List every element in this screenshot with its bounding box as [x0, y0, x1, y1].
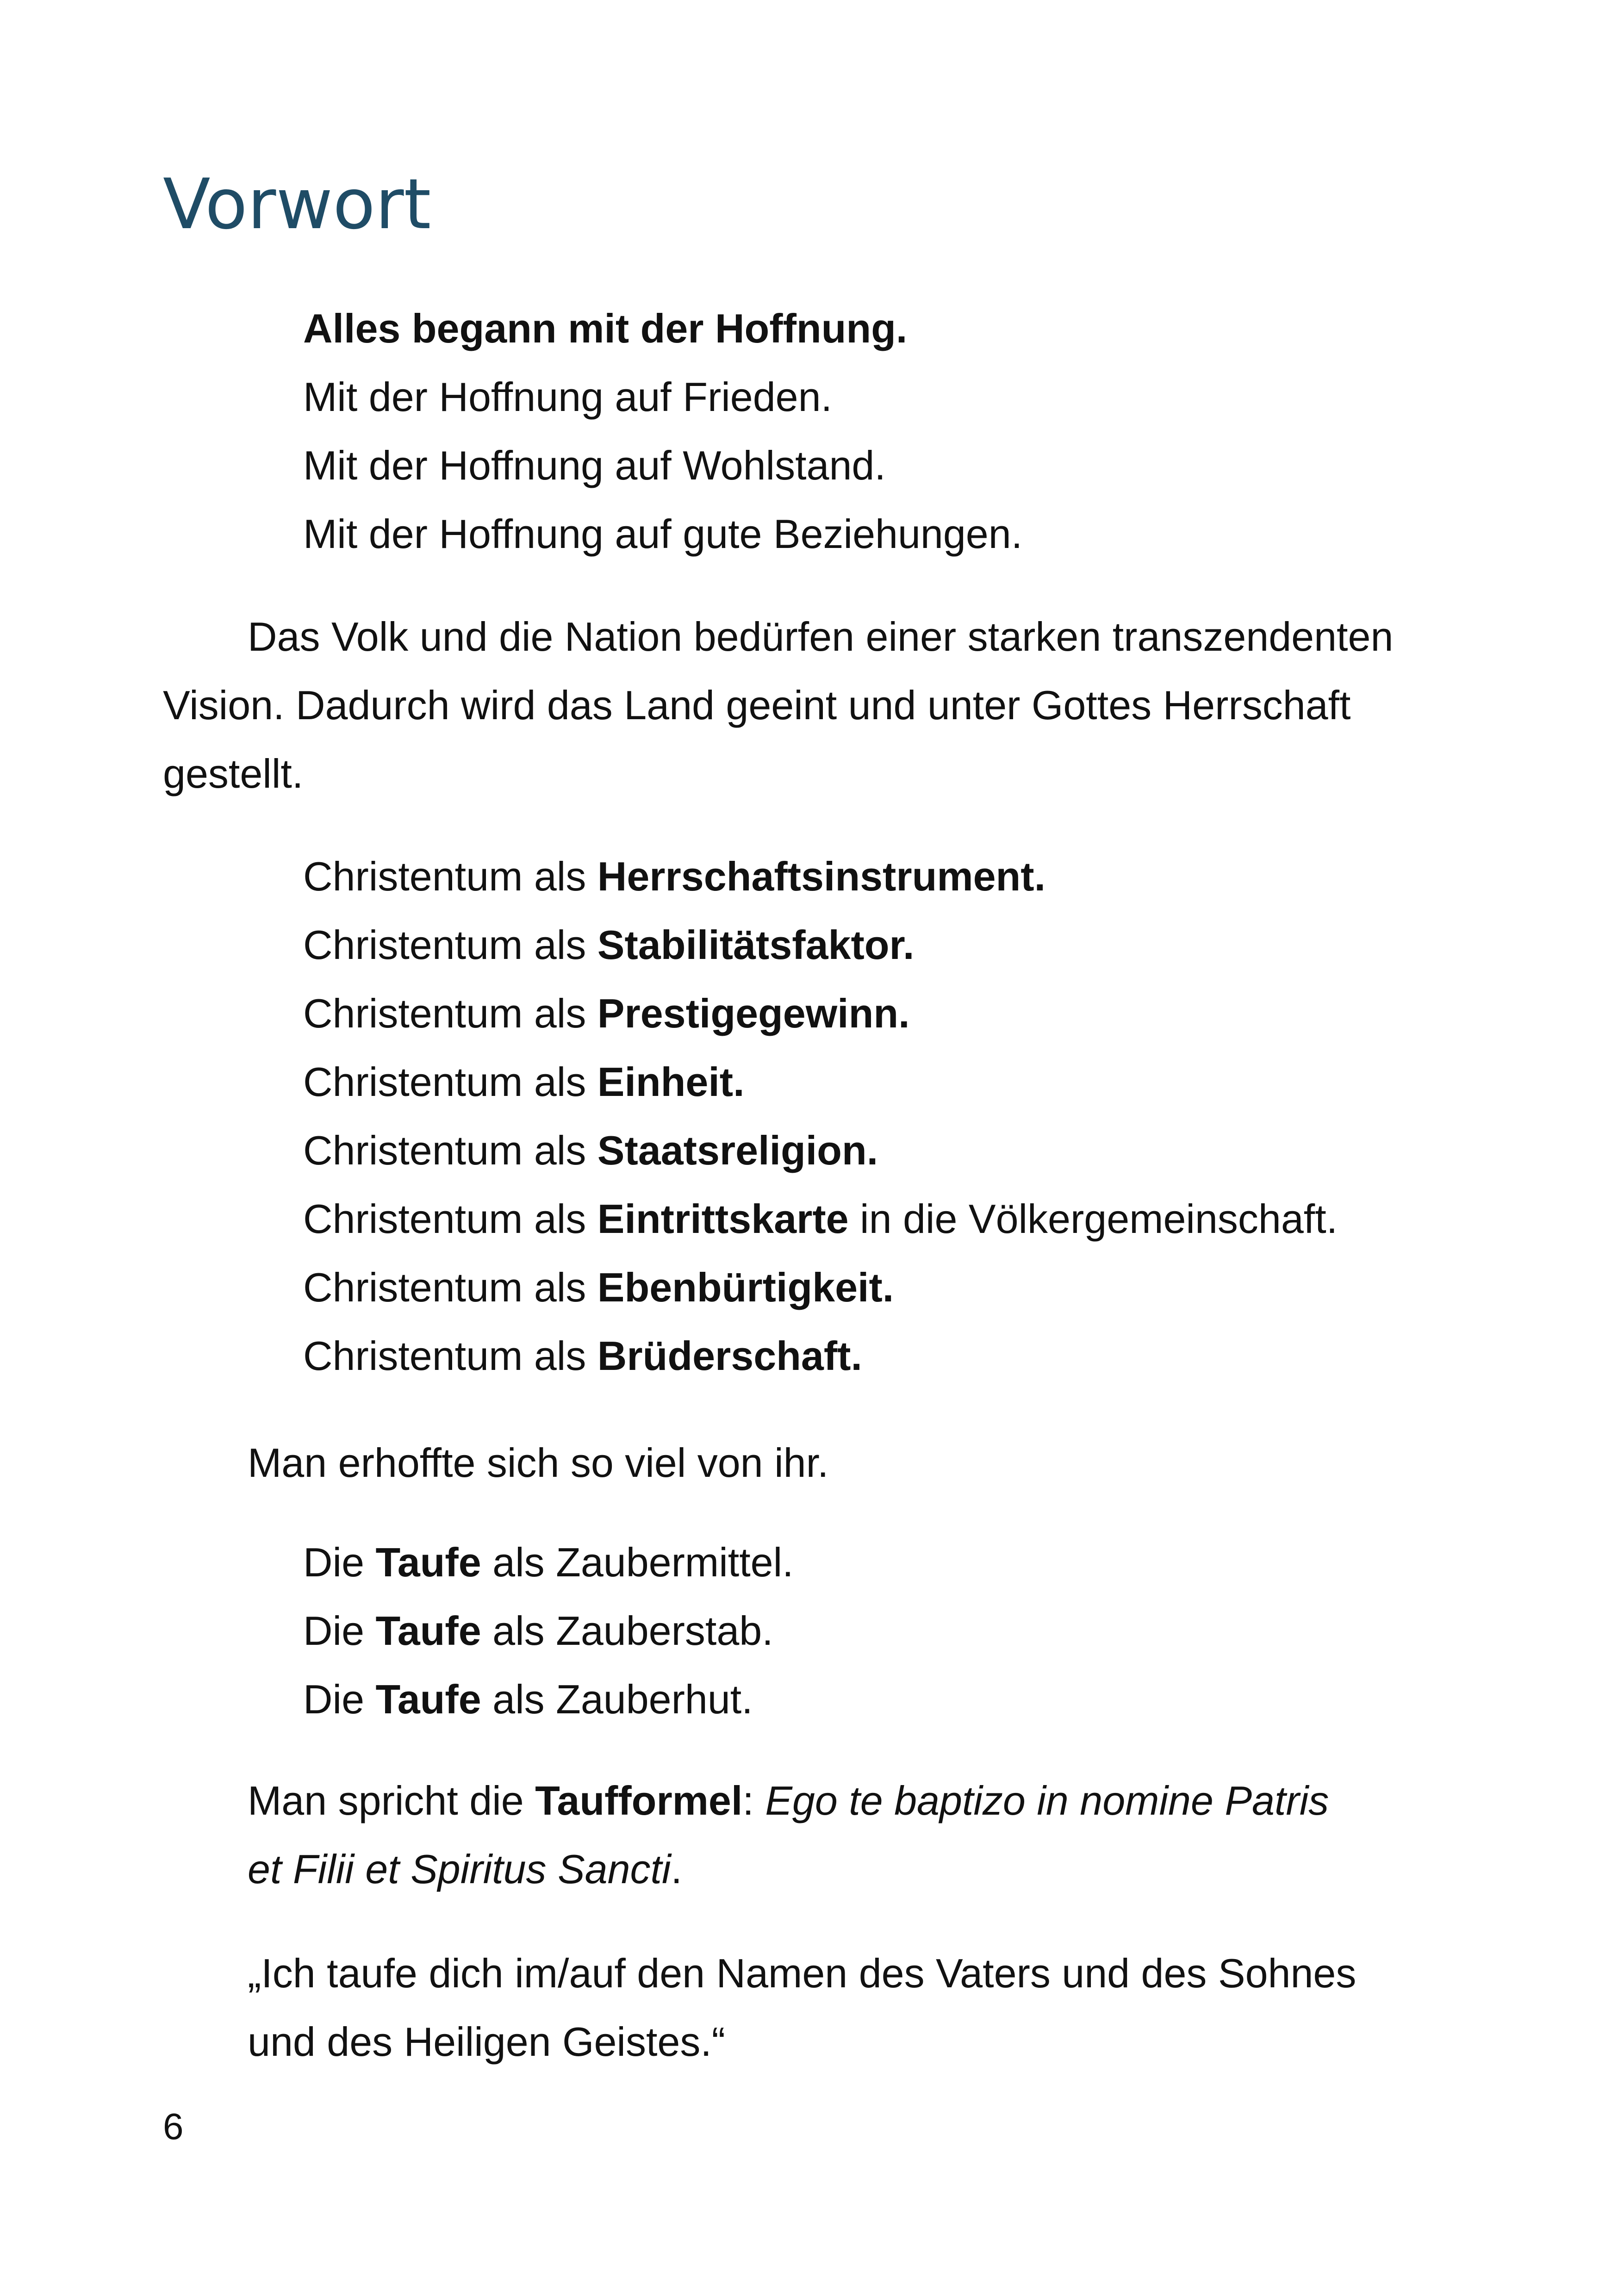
verse-line: Mit der Hoffnung auf Wohlstand.	[303, 442, 886, 488]
latin-formula: Ego te baptizo in nomine Patris	[765, 1778, 1329, 1823]
paragraph-hope	[248, 1429, 828, 1497]
intro-verse	[303, 294, 1022, 568]
paragraph-translation	[248, 1939, 1356, 2076]
item-keyword: Einheit.	[597, 1059, 745, 1105]
item-prefix: Christentum als	[303, 1333, 597, 1379]
text-span: :	[742, 1778, 765, 1823]
list-item	[303, 1597, 794, 1665]
text-span: .	[671, 1846, 682, 1892]
item-prefix: Christentum als	[303, 922, 597, 968]
list-item	[303, 1253, 1338, 1322]
list-item	[303, 842, 1338, 911]
list-item	[303, 1665, 794, 1734]
item-prefix: Christentum als	[303, 1127, 597, 1173]
paragraph-vision	[163, 603, 1459, 808]
list-item	[303, 1185, 1338, 1253]
item-keyword: Taufe	[375, 1676, 481, 1722]
item-keyword: Staatsreligion.	[597, 1127, 878, 1173]
verse-line: Mit der Hoffnung auf Frieden.	[303, 374, 833, 420]
item-keyword: Taufe	[375, 1539, 481, 1585]
paragraph-line: „Ich taufe dich im/auf den Namen des Vaters und des Sohnes	[248, 1950, 1357, 1996]
paragraph-line	[248, 1767, 1329, 1835]
christentum-list	[303, 842, 1338, 1390]
paragraph-line: und des Heiligen Geistes.“	[248, 2019, 726, 2065]
item-keyword: Herrschaftsinstrument.	[597, 853, 1046, 899]
list-item	[303, 1322, 1338, 1390]
item-prefix: Die	[303, 1676, 376, 1722]
taufformel-keyword: Taufformel	[535, 1778, 743, 1823]
text-span: Man spricht die	[248, 1778, 535, 1823]
item-prefix: Die	[303, 1539, 376, 1585]
list-item	[303, 1048, 1338, 1116]
paragraph-line: Vision. Dadurch wird das Land geeint und unter Gottes Herrschaft	[163, 682, 1351, 728]
paragraph-line: Das Volk und die Nation bedürfen einer starken transzendenten	[248, 614, 1394, 660]
paragraph-taufformel	[248, 1767, 1329, 1904]
taufe-list	[303, 1528, 794, 1734]
verse-line: Alles begann mit der Hoffnung.	[303, 305, 908, 351]
paragraph-line	[248, 1835, 1329, 1904]
item-keyword: Brüderschaft.	[597, 1333, 862, 1379]
item-keyword: Eintrittskarte	[597, 1196, 849, 1242]
list-item	[303, 979, 1338, 1048]
item-prefix: Christentum als	[303, 853, 597, 899]
item-keyword: Prestigegewinn.	[597, 990, 910, 1036]
item-prefix: Christentum als	[303, 1196, 597, 1242]
item-prefix: Christentum als	[303, 1264, 597, 1310]
item-suffix: in die Völkergemeinschaft.	[848, 1196, 1338, 1242]
list-item	[303, 1116, 1338, 1185]
item-prefix: Die	[303, 1608, 376, 1654]
item-keyword: Taufe	[375, 1608, 481, 1654]
item-suffix: als Zauberhut.	[481, 1676, 753, 1722]
item-keyword: Stabilitätsfaktor.	[597, 922, 915, 968]
item-suffix: als Zauberstab.	[481, 1608, 773, 1654]
item-prefix: Christentum als	[303, 1059, 597, 1105]
item-prefix: Christentum als	[303, 990, 597, 1036]
verse-line: Mit der Hoffnung auf gute Beziehungen.	[303, 511, 1023, 557]
list-item	[303, 1528, 794, 1597]
item-suffix: als Zaubermittel.	[481, 1539, 794, 1585]
list-item	[303, 911, 1338, 979]
paragraph-line: gestellt.	[163, 751, 304, 796]
page-number: 6	[163, 2106, 184, 2147]
paragraph-line: Man erhoffte sich so viel von ihr.	[248, 1440, 829, 1486]
page-title: Vorwort	[163, 164, 431, 245]
latin-formula: et Filii et Spiritus Sancti	[248, 1846, 671, 1892]
item-keyword: Ebenbürtigkeit.	[597, 1264, 894, 1310]
